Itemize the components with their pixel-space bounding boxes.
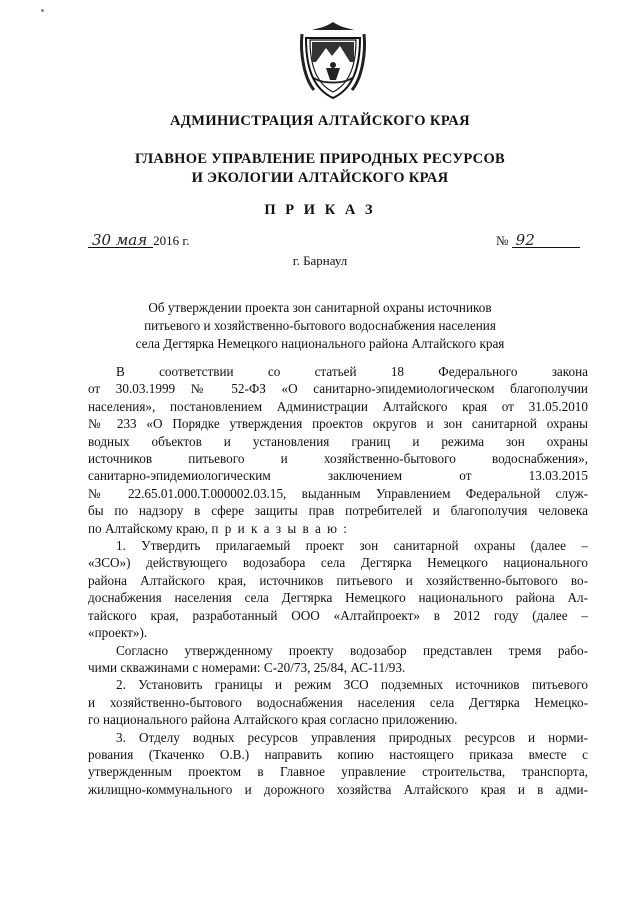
body-line: чими скважинами с номерами: С-20/73, 25/84, АС-11/93. (88, 659, 406, 675)
body-line: бы по надзору в сфере защиты прав потребителей и благополучия человека (88, 503, 588, 519)
body-line: района Алтайского края, источников питьевого и хозяйственно-бытового во- (88, 572, 588, 588)
coat-of-arms-emblem (296, 18, 370, 102)
body-line: санитарно-эпидемиологическим заключением от 13.03.2015 (88, 468, 588, 484)
body-line: № 233 «О Порядке утверждения проектов округов и зон санитарной охраны (88, 416, 588, 432)
document-type: П Р И К А З (264, 202, 376, 218)
administration-title: АДМИНИСТРАЦИЯ АЛТАЙСКОГО КРАЯ (170, 113, 470, 129)
body-line-text: по Алтайскому краю, (88, 520, 209, 536)
document-city: г. Барнаул (292, 253, 348, 268)
scan-speck (41, 9, 44, 12)
body-line (88, 520, 588, 537)
body-line: и хозяйственно-бытового водоснабжения населения села Дегтярка Немецко- (88, 694, 588, 710)
subject-line1: Об утверждении проекта зон санитарной охраны источников (148, 300, 492, 315)
body-line: 1. Утвердить прилагаемый проект зон санитарной охраны (далее – (116, 538, 588, 554)
body-line: 3. Отделу водных ресурсов управления природных ресурсов и норми- (116, 729, 588, 745)
body-line: 2. Установить границы и режим ЗСО подземных источников питьевого (116, 677, 588, 693)
department-title-line1: ГЛАВНОЕ УПРАВЛЕНИЕ ПРИРОДНЫХ РЕСУРСОВ (134, 151, 506, 167)
body-line: населения», постановлением Администрации Алтайского края от 31.05.2010 (88, 398, 588, 414)
document-subject (0, 299, 640, 353)
body-line: водных объектов и установления границ и режима зон охраны (88, 433, 588, 449)
subject-line2: питьевого и хозяйственно-бытового водоснабжения населения (144, 318, 496, 333)
body-line: рования (Ткаченко О.В.) направить копию настоящего приказа вместе с (88, 746, 588, 762)
body-line: «проект»). (88, 625, 148, 641)
body-line: Согласно утвержденному проекту водозабор представлен тремя рабо- (116, 642, 588, 658)
handwritten-date: 30 мая (88, 233, 153, 248)
body-line: тайского края, разработанный ООО «Алтайпроект» в 2012 году (далее – (88, 607, 588, 623)
body-line: В соответствии со статьей 18 Федерального закона (116, 364, 588, 379)
department-title-line2: И ЭКОЛОГИИ АЛТАЙСКОГО КРАЯ (191, 170, 449, 186)
body-line: утвержденным проектом в Главное управление строительства, транспорта, (88, 764, 588, 780)
document-date (88, 233, 190, 249)
document-number (496, 233, 580, 249)
handwritten-number: 92 (512, 233, 580, 248)
body-line: источников питьевого и хозяйственно-бытового водоснабжения», (88, 451, 588, 467)
body-line: от 30.03.1999 № 52-ФЗ «О санитарно-эпидемиологическом благополучии (88, 381, 588, 397)
date-year: 2016 г. (153, 233, 190, 248)
body-line: го национального района Алтайского края согласно приложению. (88, 712, 458, 728)
subject-line3: села Дегтярка Немецкого национального района Алтайского края (135, 336, 505, 351)
body-line: доснабжения населения села Дегтярка Немецкого национального района Ал- (88, 590, 588, 606)
document-body (88, 363, 588, 798)
body-line: жилищно-коммунального и дорожного хозяйства Алтайского края и в адми- (88, 781, 588, 797)
body-line: № 22.65.01.000.Т.000002.03.15, выданным Управлением Федеральной служ- (88, 485, 588, 501)
number-sign: № (496, 233, 509, 248)
department-title (0, 150, 640, 188)
order-word: п р и к а з ы в а ю : (211, 520, 349, 536)
body-line: «ЗСО») действующего водозабора села Дегтярка Немецкого национального (88, 555, 588, 571)
